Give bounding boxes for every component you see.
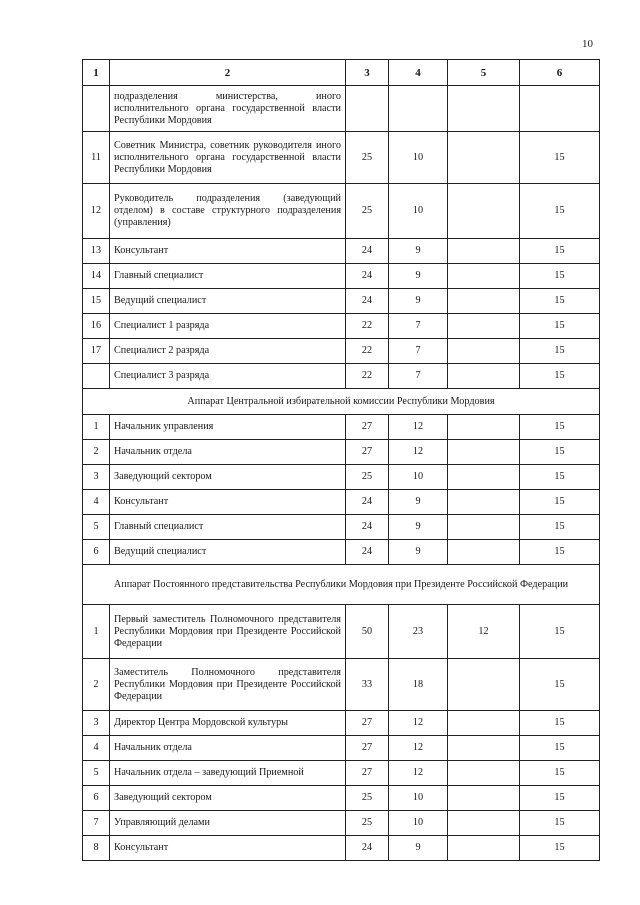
- table-row: [83, 86, 600, 132]
- column-header: 2: [110, 60, 346, 86]
- value-col4: 12: [389, 736, 448, 761]
- row-number: 12: [83, 184, 110, 239]
- position-name: Советник Министра, советник руководителя иного исполнительного органа государственной власти Республики Мордовия: [110, 132, 346, 184]
- row-number: 15: [83, 289, 110, 314]
- position-name: Первый заместитель Полномочного представителя Республики Мордовия при Президенте Российской Федерации: [110, 605, 346, 659]
- row-number: [83, 86, 110, 132]
- row-number: 7: [83, 811, 110, 836]
- position-name: Ведущий специалист: [110, 540, 346, 565]
- value-col4: 7: [389, 364, 448, 389]
- position-name: Заведующий сектором: [110, 465, 346, 490]
- table-row: [83, 184, 600, 239]
- table-row: [83, 540, 600, 565]
- position-name: Специалист 3 разряда: [110, 364, 346, 389]
- section-row: [83, 565, 600, 605]
- value-col5: [448, 364, 520, 389]
- section-row: [83, 389, 600, 415]
- value-col5: [448, 811, 520, 836]
- value-col4: 10: [389, 184, 448, 239]
- value-col4: 12: [389, 440, 448, 465]
- position-name: Ведущий специалист: [110, 289, 346, 314]
- value-col6: 15: [520, 314, 600, 339]
- row-number: 5: [83, 761, 110, 786]
- value-col6: 15: [520, 339, 600, 364]
- value-col4: 9: [389, 490, 448, 515]
- value-col3: 22: [346, 339, 389, 364]
- value-col3: 25: [346, 465, 389, 490]
- table-body: [83, 86, 600, 861]
- value-col5: [448, 239, 520, 264]
- section-title: Аппарат Центральной избирательной комиссии Республики Мордовия: [83, 389, 600, 415]
- value-col4: 23: [389, 605, 448, 659]
- value-col4: 9: [389, 289, 448, 314]
- column-header: 1: [83, 60, 110, 86]
- value-col6: 15: [520, 761, 600, 786]
- value-col4: 9: [389, 515, 448, 540]
- value-col5: [448, 786, 520, 811]
- table-row: [83, 811, 600, 836]
- table-row: [83, 132, 600, 184]
- table-row: [83, 786, 600, 811]
- value-col4: [389, 86, 448, 132]
- row-number: 4: [83, 736, 110, 761]
- value-col5: [448, 264, 520, 289]
- value-col4: 9: [389, 540, 448, 565]
- value-col6: 15: [520, 289, 600, 314]
- position-name: Консультант: [110, 490, 346, 515]
- row-number: 8: [83, 836, 110, 861]
- position-name: Начальник управления: [110, 415, 346, 440]
- column-header: 5: [448, 60, 520, 86]
- row-number: 2: [83, 440, 110, 465]
- value-col6: 15: [520, 540, 600, 565]
- value-col5: [448, 184, 520, 239]
- row-number: 1: [83, 415, 110, 440]
- table-row: [83, 364, 600, 389]
- row-number: 2: [83, 659, 110, 711]
- value-col6: 15: [520, 711, 600, 736]
- value-col6: 15: [520, 132, 600, 184]
- value-col3: 50: [346, 605, 389, 659]
- value-col3: 24: [346, 515, 389, 540]
- value-col4: 9: [389, 264, 448, 289]
- table-row: [83, 515, 600, 540]
- position-name: Главный специалист: [110, 264, 346, 289]
- value-col3: 27: [346, 736, 389, 761]
- value-col6: [520, 86, 600, 132]
- position-name: Начальник отдела: [110, 736, 346, 761]
- value-col3: 25: [346, 811, 389, 836]
- value-col6: 15: [520, 836, 600, 861]
- value-col6: 15: [520, 239, 600, 264]
- position-name: Консультант: [110, 836, 346, 861]
- value-col3: 22: [346, 364, 389, 389]
- table-row: [83, 736, 600, 761]
- row-number: 13: [83, 239, 110, 264]
- value-col4: 10: [389, 786, 448, 811]
- value-col6: 15: [520, 811, 600, 836]
- row-number: 3: [83, 465, 110, 490]
- position-name: Управляющий делами: [110, 811, 346, 836]
- position-name: Заведующий сектором: [110, 786, 346, 811]
- value-col5: [448, 490, 520, 515]
- position-name: Специалист 2 разряда: [110, 339, 346, 364]
- value-col5: [448, 415, 520, 440]
- value-col3: 27: [346, 761, 389, 786]
- value-col5: [448, 314, 520, 339]
- value-col4: 7: [389, 339, 448, 364]
- value-col6: 15: [520, 605, 600, 659]
- value-col5: [448, 711, 520, 736]
- row-number: 3: [83, 711, 110, 736]
- position-name: Начальник отдела: [110, 440, 346, 465]
- column-header: 3: [346, 60, 389, 86]
- value-col3: [346, 86, 389, 132]
- header-row: [83, 60, 600, 86]
- position-name: Специалист 1 разряда: [110, 314, 346, 339]
- value-col5: [448, 515, 520, 540]
- position-name: Руководитель подразделения (заведующий отделом) в составе структурного подразделения (управления): [110, 184, 346, 239]
- table-row: [83, 289, 600, 314]
- table-row: [83, 490, 600, 515]
- value-col6: 15: [520, 515, 600, 540]
- value-col5: [448, 86, 520, 132]
- value-col5: [448, 339, 520, 364]
- row-number: [83, 364, 110, 389]
- value-col4: 9: [389, 239, 448, 264]
- table-row: [83, 605, 600, 659]
- position-name: Директор Центра Мордовской культуры: [110, 711, 346, 736]
- row-number: 1: [83, 605, 110, 659]
- value-col4: 9: [389, 836, 448, 861]
- value-col6: 15: [520, 264, 600, 289]
- value-col3: 27: [346, 415, 389, 440]
- table-row: [83, 761, 600, 786]
- value-col3: 24: [346, 289, 389, 314]
- value-col5: [448, 540, 520, 565]
- table-row: [83, 415, 600, 440]
- value-col5: [448, 659, 520, 711]
- value-col6: 15: [520, 184, 600, 239]
- value-col3: 22: [346, 314, 389, 339]
- value-col3: 27: [346, 440, 389, 465]
- value-col6: 15: [520, 415, 600, 440]
- row-number: 5: [83, 515, 110, 540]
- value-col5: [448, 761, 520, 786]
- table-row: [83, 239, 600, 264]
- column-header: 6: [520, 60, 600, 86]
- value-col4: 10: [389, 811, 448, 836]
- value-col5: [448, 836, 520, 861]
- position-name: Заместитель Полномочного представителя Республики Мордовия при Президенте Российской Федерации: [110, 659, 346, 711]
- row-number: 14: [83, 264, 110, 289]
- value-col6: 15: [520, 364, 600, 389]
- value-col6: 15: [520, 465, 600, 490]
- value-col4: 10: [389, 132, 448, 184]
- table-row: [83, 465, 600, 490]
- value-col4: 18: [389, 659, 448, 711]
- value-col5: [448, 440, 520, 465]
- column-header: 4: [389, 60, 448, 86]
- page-number: 10: [582, 38, 593, 50]
- value-col6: 15: [520, 786, 600, 811]
- table-row: [83, 339, 600, 364]
- section-title: Аппарат Постоянного представительства Республики Мордовия при Президенте Российской Федерации: [83, 565, 600, 605]
- value-col6: 15: [520, 490, 600, 515]
- value-col3: 24: [346, 264, 389, 289]
- table-row: [83, 440, 600, 465]
- value-col6: 15: [520, 659, 600, 711]
- row-number: 16: [83, 314, 110, 339]
- value-col3: 25: [346, 786, 389, 811]
- value-col6: 15: [520, 440, 600, 465]
- value-col5: [448, 132, 520, 184]
- position-name: подразделения министерства, иного исполнительного органа государственной власти Республики Мордовия: [110, 86, 346, 132]
- value-col3: 24: [346, 239, 389, 264]
- value-col3: 24: [346, 540, 389, 565]
- value-col4: 12: [389, 761, 448, 786]
- table-row: [83, 264, 600, 289]
- row-number: 17: [83, 339, 110, 364]
- row-number: 4: [83, 490, 110, 515]
- row-number: 6: [83, 786, 110, 811]
- table-row: [83, 711, 600, 736]
- position-name: Начальник отдела – заведующий Приемной: [110, 761, 346, 786]
- position-name: Главный специалист: [110, 515, 346, 540]
- value-col5: [448, 289, 520, 314]
- value-col3: 24: [346, 490, 389, 515]
- value-col3: 27: [346, 711, 389, 736]
- table-row: [83, 314, 600, 339]
- table-row: [83, 659, 600, 711]
- value-col4: 12: [389, 415, 448, 440]
- value-col4: 12: [389, 711, 448, 736]
- position-name: Консультант: [110, 239, 346, 264]
- value-col5: 12: [448, 605, 520, 659]
- value-col3: 24: [346, 836, 389, 861]
- value-col3: 25: [346, 184, 389, 239]
- value-col3: 33: [346, 659, 389, 711]
- table-row: [83, 836, 600, 861]
- value-col4: 10: [389, 465, 448, 490]
- row-number: 6: [83, 540, 110, 565]
- value-col5: [448, 465, 520, 490]
- value-col3: 25: [346, 132, 389, 184]
- value-col4: 7: [389, 314, 448, 339]
- value-col6: 15: [520, 736, 600, 761]
- row-number: 11: [83, 132, 110, 184]
- salary-table: [82, 59, 600, 861]
- value-col5: [448, 736, 520, 761]
